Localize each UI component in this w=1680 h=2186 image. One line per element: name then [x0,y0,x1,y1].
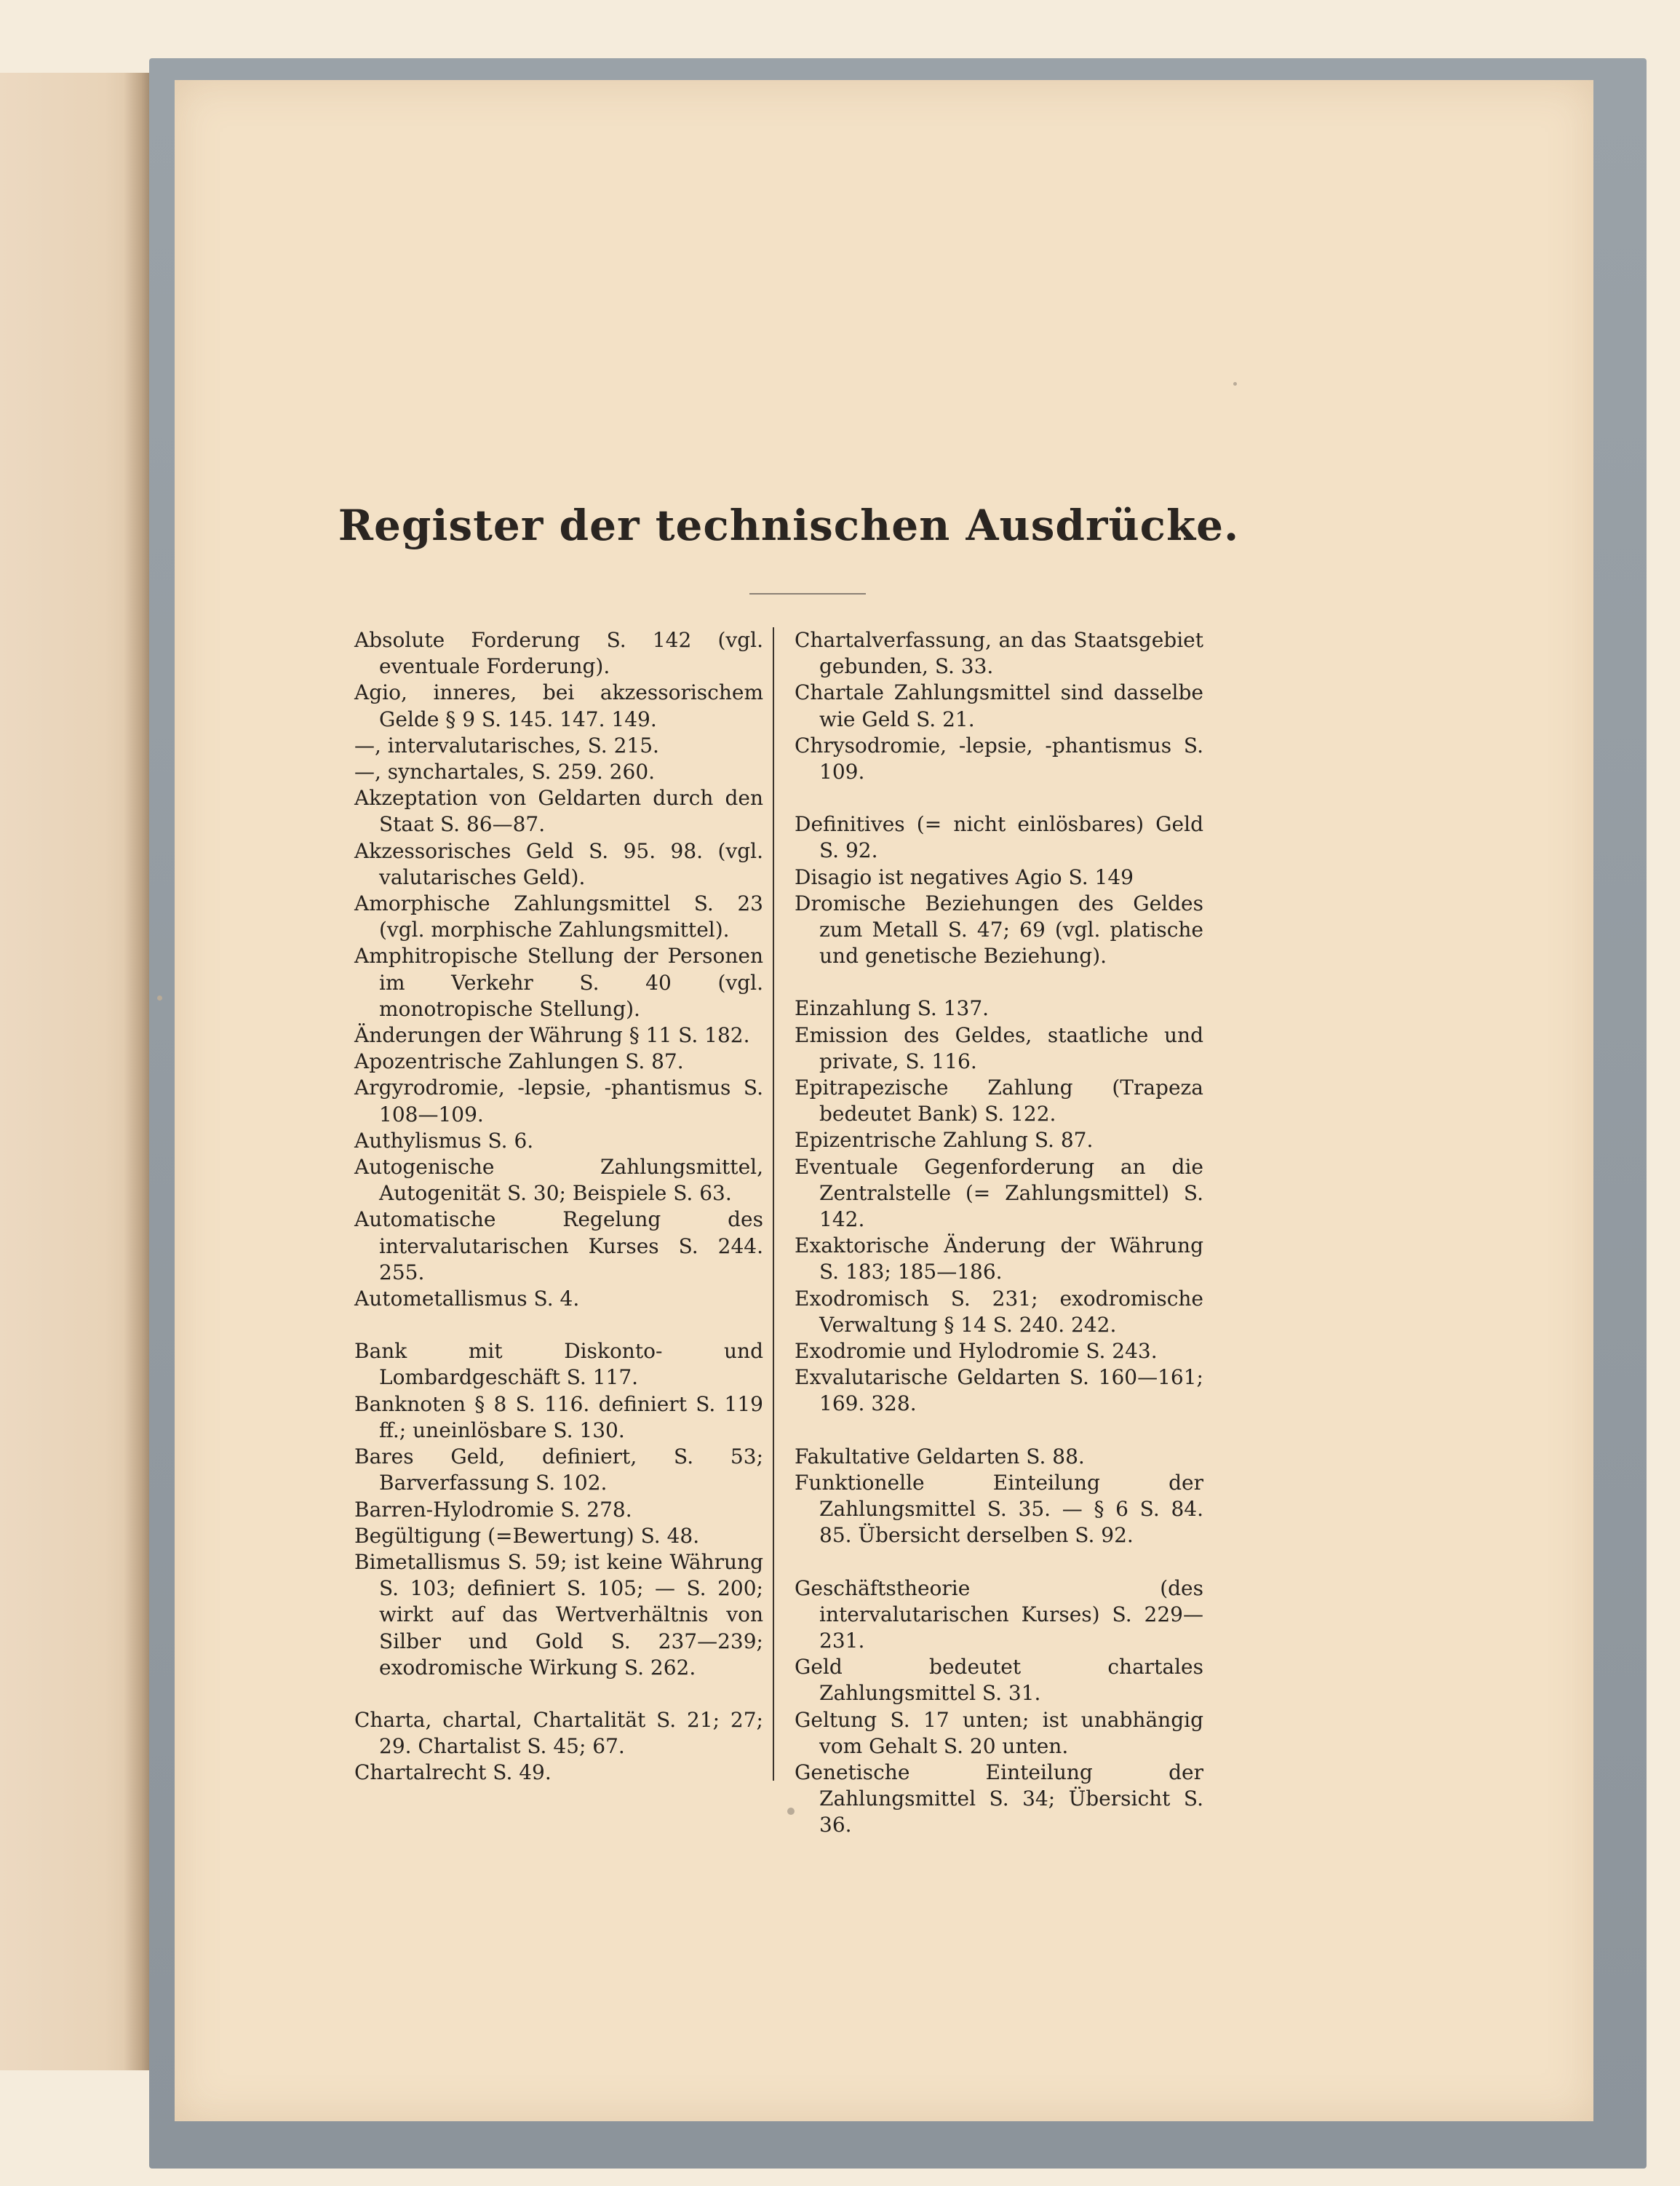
entry-group-e [795,995,1203,1417]
index-entry: Autometallismus S. 4. [354,1287,580,1311]
paper-speck [787,1808,795,1815]
index-entry: Barren-Hylodromie S. 278. [354,1497,632,1522]
entry-group-b [354,1338,763,1681]
index-entry: Definitives (= nicht einlösbares) Geld S. 92. [795,812,1203,863]
index-entry: Genetische Einteilung der Zahlungsmittel S. 34; Übersicht S. 36. [795,1760,1203,1837]
index-entry: Bimetallismus S. 59; ist keine Währung S. 103; definiert S. 105; — S. 200; wirkt auf das Wertverhältnis von Silber und Gold S. 237—239; exodromische Wirkung S. 262. [354,1549,763,1680]
index-entry: Automatische Regelung des intervalutarischen Kurses S. 244. 255. [354,1207,763,1284]
column-divider [773,627,774,1781]
index-entry: Exodromie und Hylodromie S. 243. [795,1339,1158,1364]
index-entry: Amphitropische Stellung der Personen im Verkehr S. 40 (vgl. monotropische Stellung). [354,944,763,1021]
index-entry: Bares Geld, definiert, S. 53; Barverfassung S. 102. [354,1444,763,1495]
index-entry: Begültigung (=Bewertung) S. 48. [354,1523,700,1548]
index-entry: Einzahlung S. 137. [795,996,990,1021]
index-entry: Chartalrecht S. 49. [354,1760,552,1785]
entry-group-g [795,1575,1203,1839]
index-entry: Chrysodromie, -lepsie, -phantismus S. 109. [795,733,1203,784]
index-entry: Geschäftstheorie (des intervalutarischen Kurses) S. 229—231. [795,1575,1203,1653]
index-entry: Apozentrische Zahlungen S. 87. [354,1049,684,1074]
index-entry: Disagio ist negatives Agio S. 149 [795,865,1134,889]
group-spacer [795,1549,1203,1575]
index-entry: Akzessorisches Geld S. 95. 98. (vgl. valutarisches Geld). [354,838,763,889]
index-entry: Epizentrische Zahlung S. 87. [795,1128,1094,1153]
index-entry: Geltung S. 17 unten; ist unabhängig vom Gehalt S. 20 unten. [795,1707,1203,1758]
group-spacer [354,1681,763,1707]
index-entry: Argyrodromie, -lepsie, -phantismus S. 108—109. [354,1076,763,1126]
index-entry: —, intervalutarisches, S. 215. [354,733,659,758]
index-entry: Epitrapezische Zahlung (Trapeza bedeutet Bank) S. 122. [795,1076,1203,1126]
page-title: Register der technischen Ausdrücke. [338,501,1240,550]
index-entry: Chartalverfassung, an das Staatsgebiet gebunden, S. 33. [795,628,1203,679]
index-entry: Exodromisch S. 231; exodromische Verwaltung § 14 S. 240. 242. [795,1286,1203,1337]
index-entry: Banknoten § 8 S. 116. definiert S. 119 ff.; uneinlösbare S. 130. [354,1391,763,1442]
index-entry: Chartale Zahlungsmittel sind dasselbe wie Geld S. 21. [795,680,1203,731]
left-column [354,627,763,1786]
entry-group-d [795,811,1203,969]
index-entry: Akzeptation von Geldarten durch den Staat S. 86—87. [354,786,763,837]
index-entry: Dromische Beziehungen des Geldes zum Metall S. 47; 69 (vgl. platische und genetische Beziehung). [795,891,1203,969]
index-entry: Autogenische Zahlungsmittel, Autogenität S. 30; Beispiele S. 63. [354,1155,763,1206]
book-gutter-shadow [124,73,153,2070]
group-spacer [795,1418,1203,1444]
index-entry: Eventuale Gegenforderung an die Zentralstelle (= Zahlungsmittel) S. 142. [795,1154,1203,1232]
index-entry: Authylismus S. 6. [354,1128,534,1153]
group-spacer [354,1312,763,1338]
title-rule [749,593,866,595]
index-entry: Exaktorische Änderung der Währung S. 183; 185—186. [795,1233,1203,1284]
index-entry: Charta, chartal, Chartalität S. 21; 27; 29. Chartalist S. 45; 67. [354,1707,763,1759]
index-entry: Amorphische Zahlungsmittel S. 23 (vgl. morphische Zahlungsmittel). [354,891,763,942]
index-entry: Absolute Forderung S. 142 (vgl. eventuale Forderung). [354,628,763,679]
index-entry: Fakultative Geldarten S. 88. [795,1444,1085,1468]
group-spacer [795,785,1203,811]
entry-group-c [795,627,1203,785]
index-entry: Änderungen der Währung § 11 S. 182. [354,1023,750,1048]
index-entry: Agio, inneres, bei akzessorischem Gelde § 9 S. 145. 147. 149. [354,680,763,731]
entry-group-c [354,1707,763,1786]
index-entry: Funktionelle Einteilung der Zahlungsmittel S. 35. — § 6 S. 84. 85. Übersicht derselben S. 92. [795,1470,1203,1548]
group-spacer [795,969,1203,995]
entry-group-a [354,627,763,1312]
right-column [795,627,1203,1839]
entry-group-f [795,1444,1203,1549]
paper-speck [1233,382,1237,386]
paper-speck [157,995,162,1001]
index-entry: Geld bedeutet chartales Zahlungsmittel S. 31. [795,1655,1203,1706]
index-entry: Bank mit Diskonto- und Lombardgeschäft S. 117. [354,1339,763,1390]
index-entry: —, synchartales, S. 259. 260. [354,760,656,784]
index-entry: Emission des Geldes, staatliche und private, S. 116. [795,1022,1203,1073]
index-entry: Exvalutarische Geldarten S. 160—161; 169. 328. [795,1365,1203,1416]
